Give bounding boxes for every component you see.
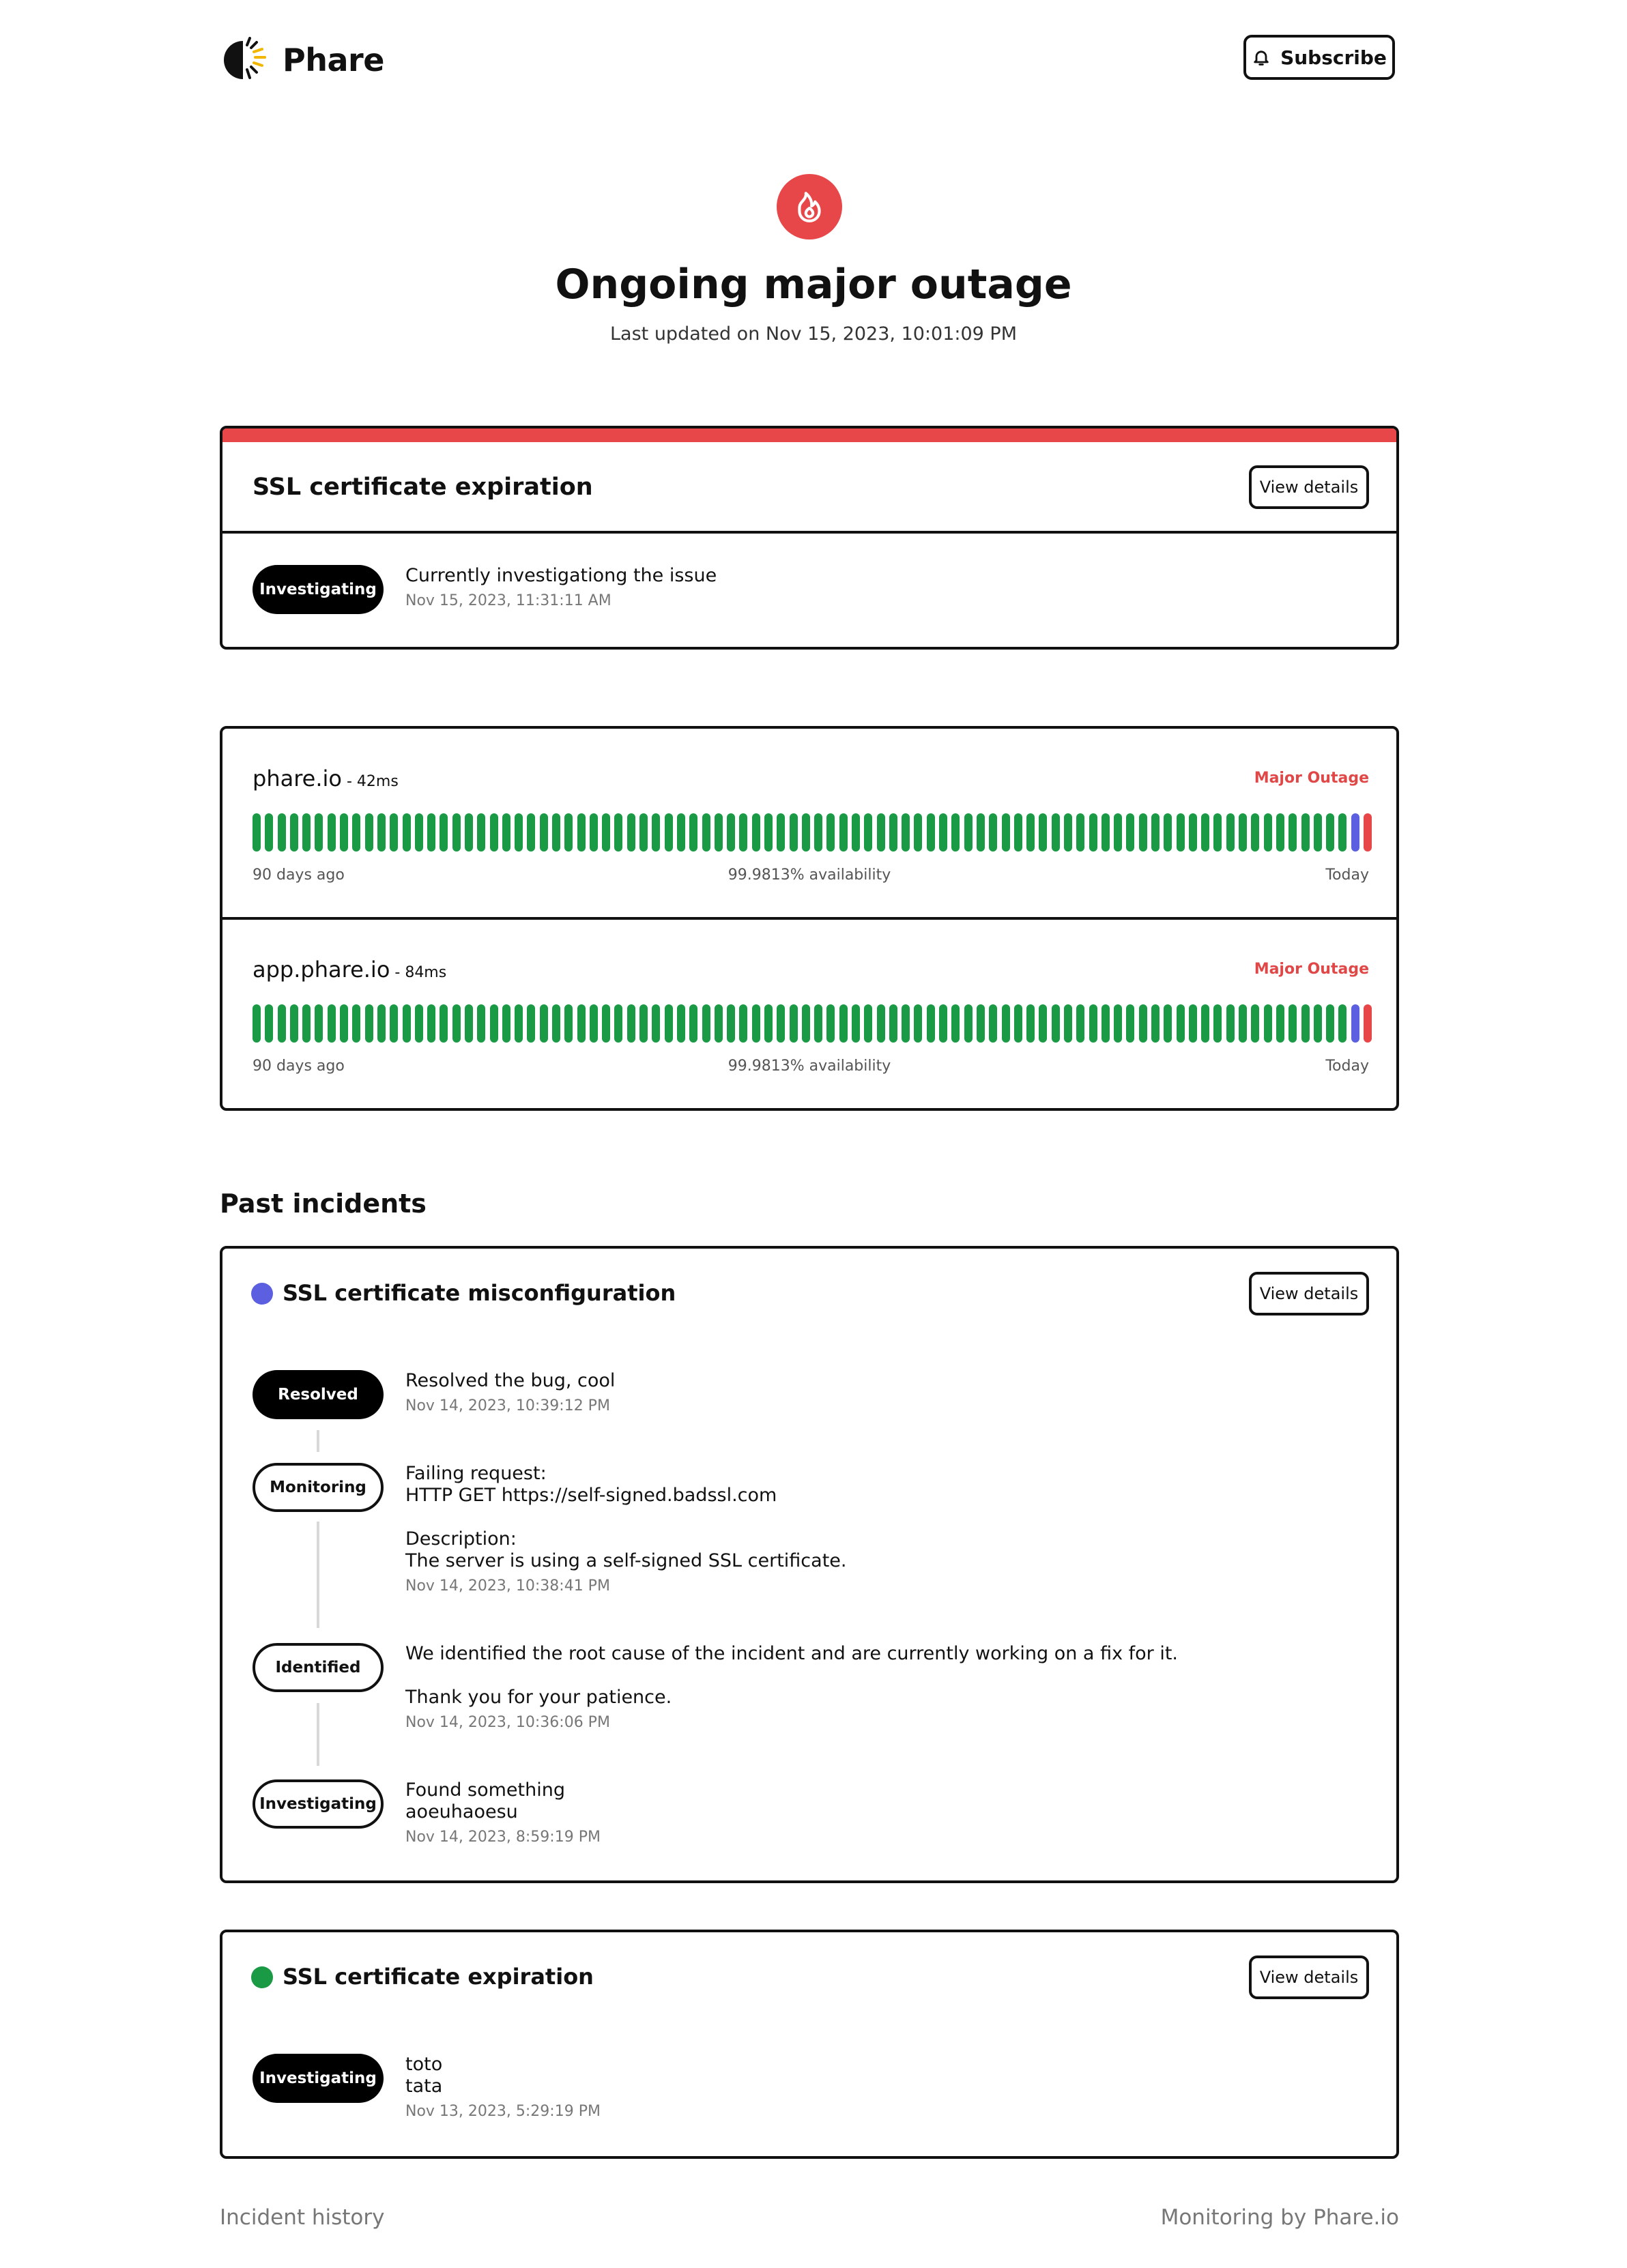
- uptime-bar-operational[interactable]: [1014, 813, 1022, 852]
- uptime-bar-operational[interactable]: [590, 813, 598, 852]
- uptime-bar-operational[interactable]: [1338, 813, 1347, 852]
- uptime-bar-operational[interactable]: [639, 813, 648, 852]
- uptime-bar-operational[interactable]: [652, 1004, 660, 1043]
- subscribe-button[interactable]: [1243, 35, 1395, 80]
- update-message: Currently investigationg the issue: [405, 565, 717, 586]
- uptime-bar-operational[interactable]: [465, 1004, 473, 1043]
- uptime-bar-operational[interactable]: [490, 813, 498, 852]
- incident-title: SSL certificate expiration: [283, 1964, 594, 1990]
- uptime-bar-operational[interactable]: [715, 813, 723, 852]
- uptime-bar-operational[interactable]: [440, 1004, 448, 1043]
- uptime-bar-operational[interactable]: [1251, 1004, 1259, 1043]
- uptime-bar-operational[interactable]: [552, 813, 560, 852]
- uptime-bar-operational[interactable]: [328, 813, 336, 852]
- uptime-bar-operational[interactable]: [328, 1004, 336, 1043]
- past-incidents-heading: Past incidents: [220, 1189, 427, 1219]
- past-incident-card: [220, 1930, 1399, 2159]
- uptime-bars: [253, 1004, 1372, 1043]
- uptime-bar-operational[interactable]: [790, 813, 798, 852]
- incident-status-dot: [251, 1283, 273, 1305]
- uptime-bar-operational[interactable]: [515, 1004, 523, 1043]
- uptime-bar-operational[interactable]: [1213, 813, 1222, 852]
- uptime-bar-operational[interactable]: [902, 1004, 910, 1043]
- uptime-bar-operational[interactable]: [590, 1004, 598, 1043]
- uptime-bar-operational[interactable]: [914, 813, 922, 852]
- uptime-bar-operational[interactable]: [951, 1004, 960, 1043]
- uptime-bar-operational[interactable]: [964, 1004, 973, 1043]
- subscribe-label: Subscribe: [1280, 46, 1387, 69]
- timeline-line: [317, 1703, 319, 1766]
- uptime-bar-operational[interactable]: [977, 1004, 985, 1043]
- timeline-line: [317, 1522, 319, 1628]
- incident-update: [405, 1779, 1361, 1846]
- incident-update: [405, 1643, 1361, 1731]
- uptime-bar-operational[interactable]: [727, 813, 735, 852]
- uptime-bar-operational[interactable]: [1089, 813, 1097, 852]
- uptime-bar-operational[interactable]: [315, 1004, 323, 1043]
- uptime-bar-operational[interactable]: [1014, 1004, 1022, 1043]
- uptime-bar-operational[interactable]: [802, 1004, 810, 1043]
- uptime-bar-operational[interactable]: [826, 1004, 835, 1043]
- uptime-bar-operational[interactable]: [989, 813, 997, 852]
- timeline-line: [317, 1430, 319, 1452]
- uptime-bar-operational[interactable]: [577, 1004, 586, 1043]
- monitor-status: Major Outage: [1254, 961, 1369, 978]
- uptime-bar-operational[interactable]: [265, 813, 273, 852]
- uptime-bar-operational[interactable]: [777, 1004, 785, 1043]
- uptime-bar-operational[interactable]: [465, 813, 473, 852]
- uptime-bar-operational[interactable]: [352, 1004, 360, 1043]
- uptime-bar-operational[interactable]: [1039, 813, 1047, 852]
- uptime-bar-operational[interactable]: [1089, 1004, 1097, 1043]
- uptime-bar-operational[interactable]: [639, 1004, 648, 1043]
- powered-by-link[interactable]: Monitoring by Phare.io: [1160, 2205, 1399, 2230]
- update-time: Nov 15, 2023, 11:31:11 AM: [405, 592, 611, 609]
- uptime-bar-operational[interactable]: [1126, 1004, 1134, 1043]
- ongoing-incident-card: [220, 426, 1399, 650]
- status-pill: Resolved: [253, 1370, 384, 1419]
- uptime-bar-operational[interactable]: [927, 1004, 935, 1043]
- uptime-bar-operational[interactable]: [302, 813, 311, 852]
- uptime-bar-operational[interactable]: [1326, 1004, 1334, 1043]
- view-details-button[interactable]: View details: [1249, 1956, 1369, 1999]
- uptime-bar-operational[interactable]: [515, 813, 523, 852]
- incident-status-dot: [251, 1966, 273, 1988]
- uptime-bar-operational[interactable]: [1151, 1004, 1160, 1043]
- uptime-bar-operational[interactable]: [1239, 1004, 1247, 1043]
- uptime-bar-operational[interactable]: [764, 813, 773, 852]
- uptime-bar-operational[interactable]: [764, 1004, 773, 1043]
- uptime-bar-operational[interactable]: [265, 1004, 273, 1043]
- uptime-bar-operational[interactable]: [315, 813, 323, 852]
- uptime-bar-operational[interactable]: [665, 1004, 673, 1043]
- uptime-bar-operational[interactable]: [1002, 813, 1010, 852]
- update-time: Nov 14, 2023, 8:59:19 PM: [405, 1829, 601, 1846]
- uptime-bar-operational[interactable]: [752, 1004, 760, 1043]
- card-divider: [222, 531, 1396, 534]
- uptime-bar-operational[interactable]: [877, 813, 885, 852]
- uptime-bar-operational[interactable]: [1026, 1004, 1035, 1043]
- uptime-bar-operational[interactable]: [927, 813, 935, 852]
- availability: 99.9813% availability: [728, 867, 891, 884]
- uptime-bar-operational[interactable]: [914, 1004, 922, 1043]
- status-icon: [777, 174, 842, 239]
- monitor-status: Major Outage: [1254, 770, 1369, 787]
- outage-color-bar: [222, 428, 1396, 442]
- update-note: Thank you for your patience.: [405, 1687, 672, 1708]
- bell-icon: [1252, 48, 1271, 67]
- uptime-bar-operational[interactable]: [415, 1004, 423, 1043]
- uptime-bar-resolved[interactable]: [1351, 1004, 1359, 1043]
- uptime-bars: [253, 813, 1372, 852]
- uptime-bar-operational[interactable]: [1288, 813, 1297, 852]
- uptime-bar-operational[interactable]: [278, 1004, 286, 1043]
- uptime-bar-operational[interactable]: [1052, 1004, 1060, 1043]
- uptime-bar-operational[interactable]: [290, 813, 298, 852]
- uptime-bar-operational[interactable]: [1264, 1004, 1272, 1043]
- incident-title: SSL certificate expiration: [253, 474, 593, 501]
- uptime-bar-operational[interactable]: [1026, 813, 1035, 852]
- uptime-bar-operational[interactable]: [614, 813, 622, 852]
- incident-history-link[interactable]: Incident history: [220, 2205, 385, 2230]
- uptime-bar-operational[interactable]: [253, 1004, 261, 1043]
- uptime-bar-operational[interactable]: [602, 1004, 610, 1043]
- uptime-bar-operational[interactable]: [852, 1004, 860, 1043]
- uptime-bar-outage[interactable]: [1364, 1004, 1372, 1043]
- uptime-bar-operational[interactable]: [1102, 1004, 1110, 1043]
- uptime-bar-operational[interactable]: [677, 813, 685, 852]
- last-updated: Last updated on Nov 15, 2023, 10:01:09 PM: [610, 323, 1017, 345]
- uptime-bar-operational[interactable]: [403, 1004, 411, 1043]
- uptime-bar-operational[interactable]: [527, 1004, 535, 1043]
- uptime-bar-operational[interactable]: [1039, 1004, 1047, 1043]
- uptime-bar-operational[interactable]: [427, 813, 435, 852]
- uptime-bar-operational[interactable]: [365, 813, 373, 852]
- uptime-bar-operational[interactable]: [839, 1004, 848, 1043]
- uptime-bar-operational[interactable]: [564, 1004, 573, 1043]
- uptime-bar-operational[interactable]: [602, 813, 610, 852]
- status-pill: Investigating: [253, 2054, 384, 2103]
- uptime-bar-operational[interactable]: [577, 813, 586, 852]
- flame-icon: [792, 190, 826, 224]
- uptime-bar-operational[interactable]: [1177, 1004, 1185, 1043]
- uptime-bar-operational[interactable]: [1139, 1004, 1147, 1043]
- uptime-bar-operational[interactable]: [1052, 813, 1060, 852]
- uptime-bar-operational[interactable]: [1164, 813, 1172, 852]
- uptime-bar-operational[interactable]: [1126, 813, 1134, 852]
- uptime-bar-operational[interactable]: [1301, 813, 1310, 852]
- uptime-bar-operational[interactable]: [340, 813, 348, 852]
- uptime-bar-operational[interactable]: [614, 1004, 622, 1043]
- uptime-bar-operational[interactable]: [689, 1004, 697, 1043]
- uptime-bar-operational[interactable]: [739, 813, 747, 852]
- uptime-bar-operational[interactable]: [839, 813, 848, 852]
- range-start: 90 days ago: [253, 867, 345, 884]
- uptime-bar-operational[interactable]: [452, 1004, 461, 1043]
- uptime-bar-operational[interactable]: [964, 813, 973, 852]
- uptime-bar-operational[interactable]: [502, 1004, 510, 1043]
- uptime-bar-operational[interactable]: [1189, 813, 1197, 852]
- uptime-bar-operational[interactable]: [1239, 813, 1247, 852]
- phare-logo-icon: [220, 35, 269, 85]
- uptime-bar-operational[interactable]: [627, 1004, 635, 1043]
- uptime-bar-operational[interactable]: [540, 813, 548, 852]
- uptime-bar-operational[interactable]: [1177, 813, 1185, 852]
- uptime-bar-operational[interactable]: [1064, 1004, 1072, 1043]
- update-time: Nov 13, 2023, 5:29:19 PM: [405, 2103, 601, 2120]
- update-message: Found something aoeuhaoesu: [405, 1779, 565, 1822]
- uptime-bar-operational[interactable]: [1164, 1004, 1172, 1043]
- uptime-bar-operational[interactable]: [977, 813, 985, 852]
- uptime-bar-operational[interactable]: [377, 1004, 386, 1043]
- brand-name: Phare: [283, 42, 384, 78]
- uptime-bar-operational[interactable]: [802, 813, 810, 852]
- uptime-bar-operational[interactable]: [889, 813, 897, 852]
- uptime-bar-operational[interactable]: [1326, 813, 1334, 852]
- uptime-bar-operational[interactable]: [403, 813, 411, 852]
- uptime-bar-operational[interactable]: [702, 813, 710, 852]
- uptime-bar-operational[interactable]: [739, 1004, 747, 1043]
- uptime-bar-operational[interactable]: [390, 813, 398, 852]
- uptime-bar-operational[interactable]: [989, 1004, 997, 1043]
- uptime-bar-operational[interactable]: [1201, 813, 1209, 852]
- update-message: We identified the root cause of the incident and are currently working on a fix for it.: [405, 1643, 1179, 1664]
- uptime-bar-operational[interactable]: [253, 813, 261, 852]
- uptime-bar-operational[interactable]: [689, 813, 697, 852]
- uptime-bar-outage[interactable]: [1364, 813, 1372, 852]
- uptime-bar-operational[interactable]: [1264, 813, 1272, 852]
- uptime-bar-operational[interactable]: [951, 813, 960, 852]
- uptime-bar-operational[interactable]: [727, 1004, 735, 1043]
- update-time: Nov 14, 2023, 10:38:41 PM: [405, 1578, 610, 1595]
- update-message: Resolved the bug, cool: [405, 1370, 616, 1391]
- monitor-name: app.phare.io - 84ms: [253, 957, 447, 983]
- monitors-card: [220, 726, 1399, 1111]
- uptime-bar-operational[interactable]: [1226, 1004, 1235, 1043]
- uptime-bar-operational[interactable]: [752, 813, 760, 852]
- uptime-bar-operational[interactable]: [1314, 813, 1322, 852]
- uptime-bar-operational[interactable]: [715, 1004, 723, 1043]
- uptime-bar-operational[interactable]: [390, 1004, 398, 1043]
- uptime-bar-operational[interactable]: [1338, 1004, 1347, 1043]
- uptime-bar-operational[interactable]: [814, 1004, 822, 1043]
- uptime-bar-operational[interactable]: [352, 813, 360, 852]
- past-incident-card: [220, 1246, 1399, 1883]
- uptime-bar-operational[interactable]: [1102, 813, 1110, 852]
- uptime-bar-operational[interactable]: [1301, 1004, 1310, 1043]
- uptime-bar-operational[interactable]: [440, 813, 448, 852]
- uptime-bar-operational[interactable]: [1064, 813, 1072, 852]
- uptime-bar-operational[interactable]: [627, 813, 635, 852]
- uptime-bar-operational[interactable]: [377, 813, 386, 852]
- status-pill: Investigating: [253, 1779, 384, 1829]
- status-title: Ongoing major outage: [555, 261, 1072, 308]
- uptime-bar-operational[interactable]: [1002, 1004, 1010, 1043]
- monitor-latency: - 42ms: [341, 773, 399, 790]
- uptime-bar-operational[interactable]: [502, 813, 510, 852]
- uptime-bar-operational[interactable]: [1076, 813, 1084, 852]
- range-end: Today: [1325, 1058, 1369, 1075]
- uptime-bar-operational[interactable]: [1288, 1004, 1297, 1043]
- uptime-bar-operational[interactable]: [452, 813, 461, 852]
- monitor-name: phare.io - 42ms: [253, 766, 399, 791]
- uptime-bar-operational[interactable]: [1139, 813, 1147, 852]
- uptime-bar-operational[interactable]: [902, 813, 910, 852]
- uptime-bar-resolved[interactable]: [1351, 813, 1359, 852]
- uptime-bar-operational[interactable]: [852, 813, 860, 852]
- view-details-button[interactable]: View details: [1249, 1272, 1369, 1315]
- uptime-bar-operational[interactable]: [677, 1004, 685, 1043]
- brand[interactable]: [220, 35, 384, 85]
- update-time: Nov 14, 2023, 10:36:06 PM: [405, 1714, 610, 1731]
- uptime-bar-operational[interactable]: [652, 813, 660, 852]
- update-description: Description: The server is using a self-signed SSL certificate.: [405, 1528, 847, 1571]
- uptime-bar-operational[interactable]: [490, 1004, 498, 1043]
- incident-update: [405, 1370, 1361, 1414]
- incident-update: [405, 1463, 1361, 1595]
- monitor-divider: [222, 917, 1396, 920]
- uptime-bar-operational[interactable]: [290, 1004, 298, 1043]
- incident-title: SSL certificate misconfiguration: [283, 1280, 676, 1306]
- uptime-bar-operational[interactable]: [1114, 813, 1122, 852]
- uptime-bar-operational[interactable]: [1213, 1004, 1222, 1043]
- range-end: Today: [1325, 867, 1369, 884]
- uptime-bar-operational[interactable]: [877, 1004, 885, 1043]
- uptime-bar-operational[interactable]: [477, 1004, 485, 1043]
- uptime-bar-operational[interactable]: [415, 813, 423, 852]
- uptime-bar-operational[interactable]: [477, 813, 485, 852]
- uptime-bar-operational[interactable]: [1276, 813, 1284, 852]
- uptime-bar-operational[interactable]: [1114, 1004, 1122, 1043]
- uptime-bar-operational[interactable]: [1189, 1004, 1197, 1043]
- uptime-bar-operational[interactable]: [1201, 1004, 1209, 1043]
- uptime-bar-operational[interactable]: [1076, 1004, 1084, 1043]
- uptime-bar-operational[interactable]: [278, 813, 286, 852]
- uptime-bar-operational[interactable]: [1226, 813, 1235, 852]
- status-pill: Identified: [253, 1643, 384, 1692]
- uptime-bar-operational[interactable]: [540, 1004, 548, 1043]
- uptime-bar-operational[interactable]: [564, 813, 573, 852]
- uptime-bar-operational[interactable]: [826, 813, 835, 852]
- uptime-bar-operational[interactable]: [814, 813, 822, 852]
- uptime-bar-operational[interactable]: [1314, 1004, 1322, 1043]
- monitor-latency: - 84ms: [390, 964, 447, 981]
- update-message: toto tata: [405, 2054, 443, 2097]
- uptime-bar-operational[interactable]: [427, 1004, 435, 1043]
- uptime-bar-operational[interactable]: [864, 813, 872, 852]
- uptime-bar-operational[interactable]: [939, 1004, 947, 1043]
- update-message: Failing request: HTTP GET https://self-signed.badssl.com: [405, 1463, 777, 1506]
- uptime-bar-operational[interactable]: [552, 1004, 560, 1043]
- incident-update: [405, 565, 1361, 609]
- uptime-bar-operational[interactable]: [1151, 813, 1160, 852]
- range-start: 90 days ago: [253, 1058, 345, 1075]
- uptime-bar-operational[interactable]: [790, 1004, 798, 1043]
- update-time: Nov 14, 2023, 10:39:12 PM: [405, 1397, 610, 1414]
- status-pill: Investigating: [253, 565, 384, 614]
- status-pill: Monitoring: [253, 1463, 384, 1512]
- uptime-bar-operational[interactable]: [1276, 1004, 1284, 1043]
- uptime-bar-operational[interactable]: [864, 1004, 872, 1043]
- uptime-bar-operational[interactable]: [702, 1004, 710, 1043]
- availability: 99.9813% availability: [728, 1058, 891, 1075]
- view-details-button[interactable]: View details: [1249, 465, 1369, 509]
- uptime-bar-operational[interactable]: [1251, 813, 1259, 852]
- uptime-bar-operational[interactable]: [889, 1004, 897, 1043]
- uptime-bar-operational[interactable]: [340, 1004, 348, 1043]
- uptime-bar-operational[interactable]: [777, 813, 785, 852]
- uptime-bar-operational[interactable]: [302, 1004, 311, 1043]
- incident-update: [405, 2054, 1361, 2120]
- uptime-bar-operational[interactable]: [365, 1004, 373, 1043]
- uptime-bar-operational[interactable]: [939, 813, 947, 852]
- uptime-bar-operational[interactable]: [665, 813, 673, 852]
- uptime-bar-operational[interactable]: [527, 813, 535, 852]
